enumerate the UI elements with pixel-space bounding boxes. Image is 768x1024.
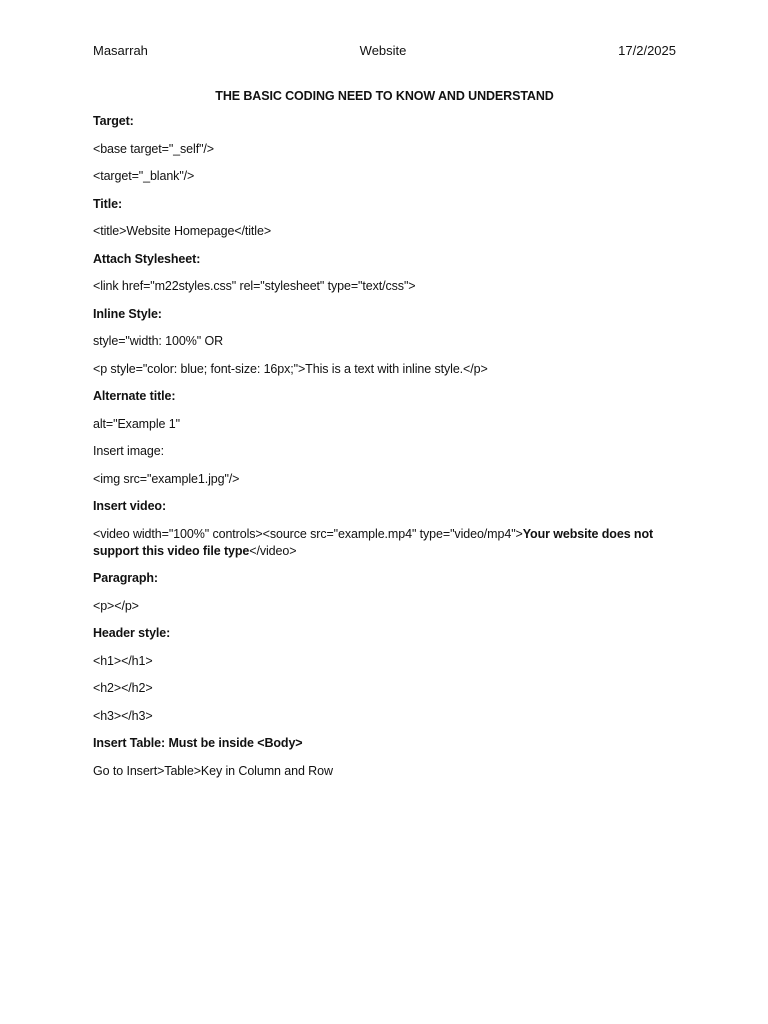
code-line: <h2></h2> [93, 681, 153, 695]
code-line: Go to Insert>Table>Key in Column and Row [93, 763, 333, 778]
code-line: Insert image: [93, 444, 164, 458]
section-heading: Insert video: [93, 499, 167, 513]
code-line: <link href="m22styles.css" rel="stylesheet" type="text/css"> [93, 279, 416, 293]
header-subject: Website [359, 43, 407, 58]
section-heading: Target: [93, 114, 134, 128]
section-heading: Inline Style: [93, 306, 162, 321]
bold-text-segment: Your website does not support this video file type [93, 526, 657, 558]
code-line: <base target="_self"/> [93, 141, 214, 156]
code-line: <target="_blank"/> [93, 169, 195, 183]
paragraph-mixed [93, 526, 676, 560]
section-heading: Paragraph: [93, 571, 158, 585]
code-line: <h1></h1> [93, 653, 153, 668]
page-header [93, 42, 676, 62]
section-heading: Title: [93, 196, 123, 211]
code-line: style="width: 100%" OR [93, 334, 223, 348]
section-heading: Header style: [93, 626, 171, 640]
code-line: <p style="color: blue; font-size: 16px;">This is a text with inline style.</p> [93, 361, 488, 376]
header-date: 17/2/2025 [618, 43, 676, 58]
header-author: Masarrah [93, 43, 148, 58]
code-line: <h3></h3> [93, 708, 153, 723]
document-body [93, 113, 676, 780]
text-segment: </video> [249, 543, 297, 558]
section-heading: Insert Table: Must be inside <Body> [93, 736, 303, 750]
document-page [93, 42, 676, 790]
code-line: <img src="example1.jpg"/> [93, 471, 240, 486]
section-heading: Attach Stylesheet: [93, 251, 201, 266]
text-segment: <video width="100%" controls><source src="example.mp4" type="video/mp4"> [93, 526, 523, 541]
code-line: <title>Website Homepage</title> [93, 224, 272, 238]
code-line: <p></p> [93, 598, 139, 613]
section-heading: Alternate title: [93, 389, 176, 403]
document-title: THE BASIC CODING NEED TO KNOW AND UNDERSTAND [215, 89, 554, 103]
code-line: alt="Example 1" [93, 416, 180, 431]
